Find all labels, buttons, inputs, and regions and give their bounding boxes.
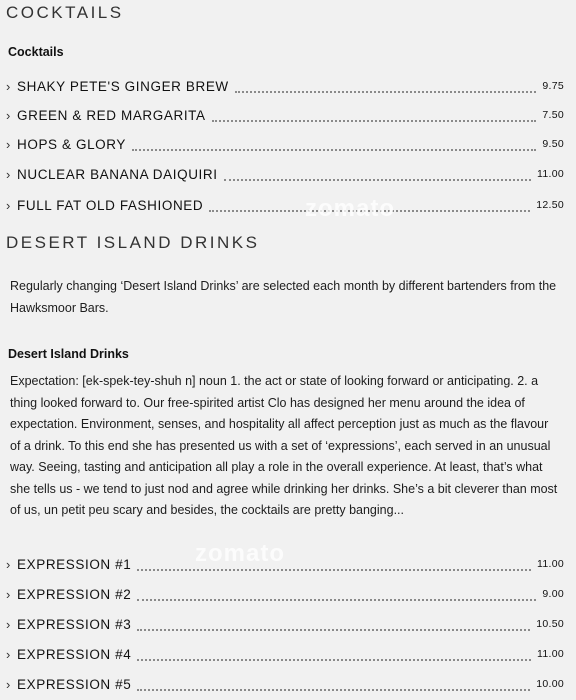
menu-item bbox=[6, 554, 564, 574]
menu-item bbox=[6, 644, 564, 664]
menu-item-price: 10.00 bbox=[536, 678, 564, 690]
menu-item bbox=[6, 584, 564, 604]
chevron-right-icon: › bbox=[6, 586, 11, 602]
chevron-right-icon: › bbox=[6, 646, 11, 662]
chevron-right-icon: › bbox=[6, 676, 11, 692]
menu-item bbox=[6, 674, 564, 694]
dot-leader bbox=[235, 83, 537, 93]
menu-item-price: 7.50 bbox=[542, 109, 564, 121]
menu-item-name: SHAKY PETE'S GINGER BREW bbox=[17, 78, 229, 94]
menu-item bbox=[6, 76, 564, 96]
menu-item-price: 11.00 bbox=[537, 168, 564, 180]
desert-island-intro: Regularly changing ‘Desert Island Drinks’ are selected each month by different bartenders from the Hawksmoor Bars. bbox=[10, 279, 557, 315]
menu-item-price: 11.00 bbox=[537, 648, 564, 660]
menu-item-price: 12.50 bbox=[536, 199, 564, 211]
dot-leader bbox=[137, 591, 536, 601]
menu-item-name: EXPRESSION #3 bbox=[17, 616, 132, 632]
menu-item-name: EXPRESSION #5 bbox=[17, 676, 132, 692]
menu-item-price: 9.00 bbox=[542, 588, 564, 600]
chevron-right-icon: › bbox=[6, 107, 11, 123]
menu-item-name: HOPS & GLORY bbox=[17, 136, 126, 152]
menu-item bbox=[6, 134, 564, 154]
dot-leader bbox=[132, 141, 536, 151]
menu-item bbox=[6, 614, 564, 634]
chevron-right-icon: › bbox=[6, 166, 11, 182]
dot-leader bbox=[212, 112, 537, 122]
menu-item-name: EXPRESSION #2 bbox=[17, 586, 132, 602]
dot-leader bbox=[137, 681, 530, 691]
chevron-right-icon: › bbox=[6, 616, 11, 632]
menu-item-name: NUCLEAR BANANA DAIQUIRI bbox=[17, 166, 218, 182]
desert-island-subtitle: Desert Island Drinks bbox=[8, 347, 129, 361]
menu-item-price: 11.00 bbox=[537, 558, 564, 570]
menu-item-price: 9.50 bbox=[542, 138, 564, 150]
watermark: zomato bbox=[305, 195, 395, 222]
cocktails-section-title: COCKTAILS bbox=[6, 3, 124, 22]
dot-leader bbox=[224, 171, 531, 181]
desert-island-description: Expectation: [ek-spek-tey-shuh n] noun 1. the act or state of looking forward or anticipating. 2. a thing looked forward to. Our free-spirited artist Clo has designed her menu around the idea of expectation. Environment, senses, and hospitality all affect perception just as much as the flavour of a drink. To this end she has presented us with a set of ‘expressions’, each served in an unusual way. Seeing, tasting and anticipation all play a role in the overall experience. At least, that’s what she tells us - we tend to just nod and agree while drinking her drinks. She’s a bit cleverer than most of us, un petit peu scary and besides, the cocktails are pretty banging... bbox=[10, 374, 558, 517]
chevron-right-icon: › bbox=[6, 197, 11, 213]
menu-item bbox=[6, 105, 564, 125]
menu-item-name: EXPRESSION #1 bbox=[17, 556, 132, 572]
menu-item-price: 9.75 bbox=[542, 80, 564, 92]
desert-island-section-title: DESERT ISLAND DRINKS bbox=[6, 233, 260, 252]
menu-item-name: GREEN & RED MARGARITA bbox=[17, 107, 206, 123]
watermark: zomato bbox=[195, 540, 285, 567]
menu-item bbox=[6, 164, 564, 184]
menu-item-price: 10.50 bbox=[536, 618, 564, 630]
menu-item-name: FULL FAT OLD FASHIONED bbox=[17, 197, 204, 213]
dot-leader bbox=[137, 621, 530, 631]
dot-leader bbox=[137, 651, 531, 661]
cocktails-subtitle: Cocktails bbox=[8, 45, 64, 59]
chevron-right-icon: › bbox=[6, 136, 11, 152]
menu-item-name: EXPRESSION #4 bbox=[17, 646, 132, 662]
menu-item bbox=[6, 195, 564, 215]
chevron-right-icon: › bbox=[6, 78, 11, 94]
chevron-right-icon: › bbox=[6, 556, 11, 572]
